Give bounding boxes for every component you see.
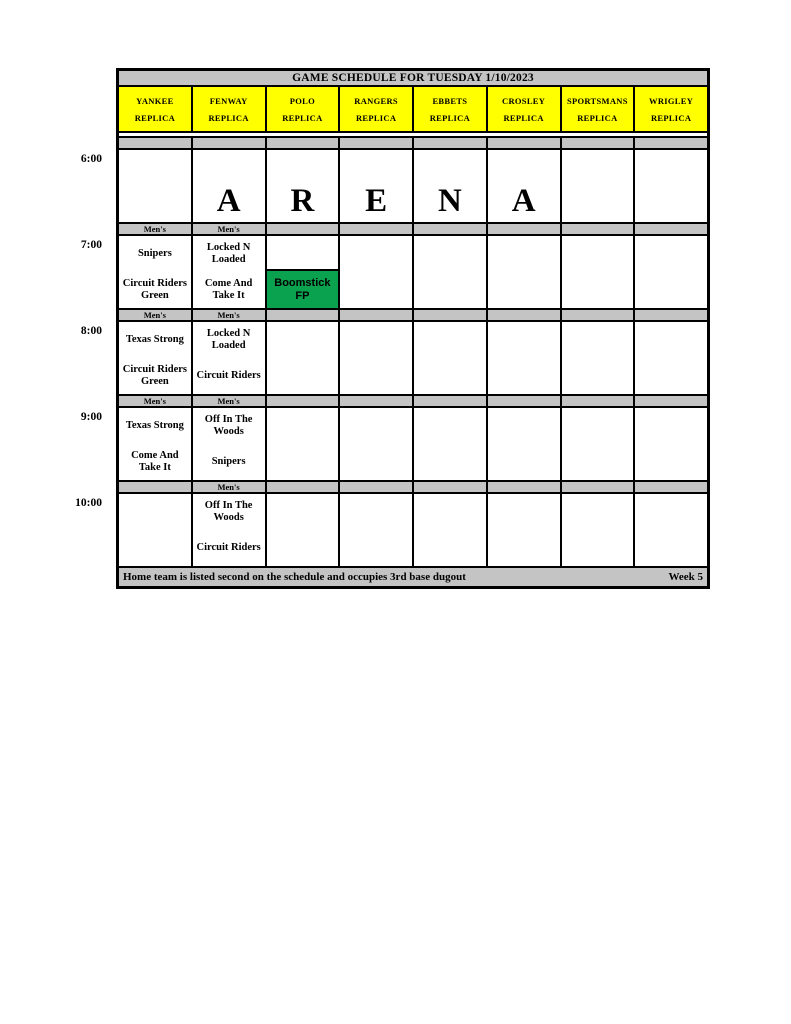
game-row-1000: [119, 494, 707, 568]
game-cell-rangers-800: [340, 322, 414, 394]
game-cell-crosley-700: [488, 236, 562, 308]
week-label: Week 5: [668, 571, 703, 583]
game-cell-wrigley-800: [635, 322, 707, 394]
team-away: Locked N Loaded: [206, 327, 251, 351]
game-cell-yankee-600: [119, 150, 193, 222]
game-cell-fenway-1000: [193, 494, 267, 566]
separator-strip-700: [119, 224, 707, 236]
strip-cell: [488, 396, 562, 406]
strip-cell: [488, 138, 562, 148]
strip-cell: [635, 396, 707, 406]
game-cell-fenway-600: [193, 150, 267, 222]
mens-label: Men's: [193, 482, 267, 492]
strip-cell: [267, 138, 341, 148]
game-cell-sportsmans-1000: [562, 494, 636, 566]
game-row-600: [119, 150, 707, 224]
mens-label: Men's: [119, 396, 193, 406]
game-cell-crosley-900: [488, 408, 562, 480]
strip-cell: [635, 224, 707, 234]
field-replica-label: REPLICA: [429, 112, 471, 123]
team-away: Off In The Woods: [204, 499, 253, 523]
game-cell-wrigley-700: [635, 236, 707, 308]
field-replica-label: REPLICA: [282, 112, 323, 123]
mens-label: Men's: [119, 224, 193, 234]
strip-cell: [267, 224, 341, 234]
game-cell-sportsmans-900: [562, 408, 636, 480]
game-cell-ebbets-700: [414, 236, 488, 308]
field-name: WRIGLEY: [649, 95, 694, 106]
game-cell-crosley-600: [488, 150, 562, 222]
header-cell-wrigley: [635, 87, 707, 131]
game-cell-polo-600: [267, 150, 341, 222]
game-cell-sportsmans-800: [562, 322, 636, 394]
game-cell-ebbets-600: [414, 150, 488, 222]
field-name: EBBETS: [432, 95, 468, 106]
mens-label: Men's: [119, 310, 193, 320]
footer-note: Home team is listed second on the schedule and occupies 3rd base dugout: [123, 571, 466, 583]
header-cell-polo: [267, 87, 341, 131]
team-home: Circuit Riders Green: [122, 277, 187, 301]
strip-cell: [267, 482, 341, 492]
game-cell-polo-1000: [267, 494, 341, 566]
game-row-900: [119, 408, 707, 482]
game-cell-sportsmans-700: [562, 236, 636, 308]
time-label-600: 6:00: [80, 153, 102, 165]
strip-cell: [488, 224, 562, 234]
team-home: Circuit Riders Green: [122, 363, 187, 387]
field-replica-label: REPLICA: [577, 112, 618, 123]
team-away: Texas Strong: [125, 333, 184, 345]
field-replica-label: REPLICA: [208, 112, 249, 123]
game-cell-rangers-600: [340, 150, 414, 222]
header-cell-yankee: [119, 87, 193, 131]
strip-cell: [414, 138, 488, 148]
field-replica-label: REPLICA: [134, 112, 176, 123]
field-replica-label: REPLICA: [650, 112, 692, 123]
game-cell-wrigley-1000: [635, 494, 707, 566]
team-home: Come And Take It: [204, 277, 253, 301]
team-home: Circuit Riders: [196, 369, 261, 381]
game-cell-polo-800: [267, 322, 341, 394]
strip-cell: [562, 138, 636, 148]
field-name: RANGERS: [354, 95, 398, 106]
separator-strip-1000: [119, 482, 707, 494]
footer-bar: [119, 568, 707, 586]
strip-cell: [119, 482, 193, 492]
strip-cell: [562, 224, 636, 234]
game-cell-yankee-700: [119, 236, 193, 308]
strip-cell: [414, 396, 488, 406]
time-label-700: 7:00: [80, 239, 102, 251]
mens-label: Men's: [193, 310, 267, 320]
strip-cell: [340, 138, 414, 148]
arena-letter: R: [290, 183, 315, 219]
header-cell-rangers: [340, 87, 414, 131]
header-cell-fenway: [193, 87, 267, 131]
time-label-800: 8:00: [80, 325, 102, 337]
team-home: Snipers: [211, 455, 246, 467]
separator-strip-900: [119, 396, 707, 408]
mens-label: Men's: [193, 396, 267, 406]
separator-strip-800: [119, 310, 707, 322]
strip-cell: [635, 138, 707, 148]
strip-cell: [562, 396, 636, 406]
strip-cell: [267, 310, 341, 320]
game-cell-fenway-900: [193, 408, 267, 480]
game-row-800: [119, 322, 707, 396]
strip-cell: [414, 310, 488, 320]
strip-cell: [414, 482, 488, 492]
strip-cell: [340, 224, 414, 234]
strip-cell: [267, 396, 341, 406]
game-cell-crosley-800: [488, 322, 562, 394]
team-away: Snipers: [137, 247, 172, 259]
game-cell-rangers-1000: [340, 494, 414, 566]
strip-cell: [340, 482, 414, 492]
schedule-table: [116, 68, 710, 589]
header-cell-crosley: [488, 87, 562, 131]
game-cell-yankee-900: [119, 408, 193, 480]
team-away: Locked N Loaded: [206, 241, 251, 265]
game-cell-fenway-700: [193, 236, 267, 308]
strip-cell: [488, 482, 562, 492]
strip-cell: [414, 224, 488, 234]
boomstick-highlight: Boomstick FP: [267, 269, 339, 308]
field-name: POLO: [289, 95, 316, 106]
game-cell-yankee-800: [119, 322, 193, 394]
game-cell-polo-700: [267, 236, 341, 308]
strip-cell: [193, 138, 267, 148]
game-cell-polo-900: [267, 408, 341, 480]
arena-letter: N: [437, 183, 462, 219]
field-name: YANKEE: [136, 95, 174, 106]
game-cell-wrigley-600: [635, 150, 707, 222]
strip-cell: [340, 310, 414, 320]
game-cell-fenway-800: [193, 322, 267, 394]
strip-cell: [562, 482, 636, 492]
game-cell-wrigley-900: [635, 408, 707, 480]
team-home: Circuit Riders: [196, 541, 261, 553]
team-away: Texas Strong: [125, 419, 184, 431]
game-cell-rangers-700: [340, 236, 414, 308]
arena-letter: E: [365, 183, 388, 219]
strip-cell: [635, 482, 707, 492]
strip-cell: [340, 396, 414, 406]
time-label-900: 9:00: [80, 411, 102, 423]
game-cell-sportsmans-600: [562, 150, 636, 222]
mens-label: Men's: [193, 224, 267, 234]
field-name: SPORTSMANS: [566, 95, 628, 106]
field-replica-label: REPLICA: [355, 112, 397, 123]
game-cell-yankee-1000: [119, 494, 193, 566]
field-replica-label: REPLICA: [503, 112, 544, 123]
team-home: Come And Take It: [131, 449, 179, 473]
schedule-title: GAME SCHEDULE FOR TUESDAY 1/10/2023: [119, 71, 707, 87]
strip-cell: [488, 310, 562, 320]
field-header-row: [119, 87, 707, 133]
arena-letter: A: [511, 183, 536, 219]
game-cell-rangers-900: [340, 408, 414, 480]
game-cell-ebbets-1000: [414, 494, 488, 566]
strip-cell: [562, 310, 636, 320]
field-name: FENWAY: [209, 95, 248, 106]
arena-letter: A: [216, 183, 241, 219]
time-label-1000: 10:00: [75, 497, 102, 509]
game-cell-ebbets-900: [414, 408, 488, 480]
game-cell-crosley-1000: [488, 494, 562, 566]
separator-strip-600: [119, 136, 707, 150]
game-row-700: [119, 236, 707, 310]
game-cell-ebbets-800: [414, 322, 488, 394]
strip-cell: [635, 310, 707, 320]
strip-cell: [119, 138, 193, 148]
header-cell-ebbets: [414, 87, 488, 131]
field-name: CROSLEY: [502, 95, 546, 106]
team-away: Off In The Woods: [204, 413, 253, 437]
header-cell-sportsmans: [562, 87, 636, 131]
